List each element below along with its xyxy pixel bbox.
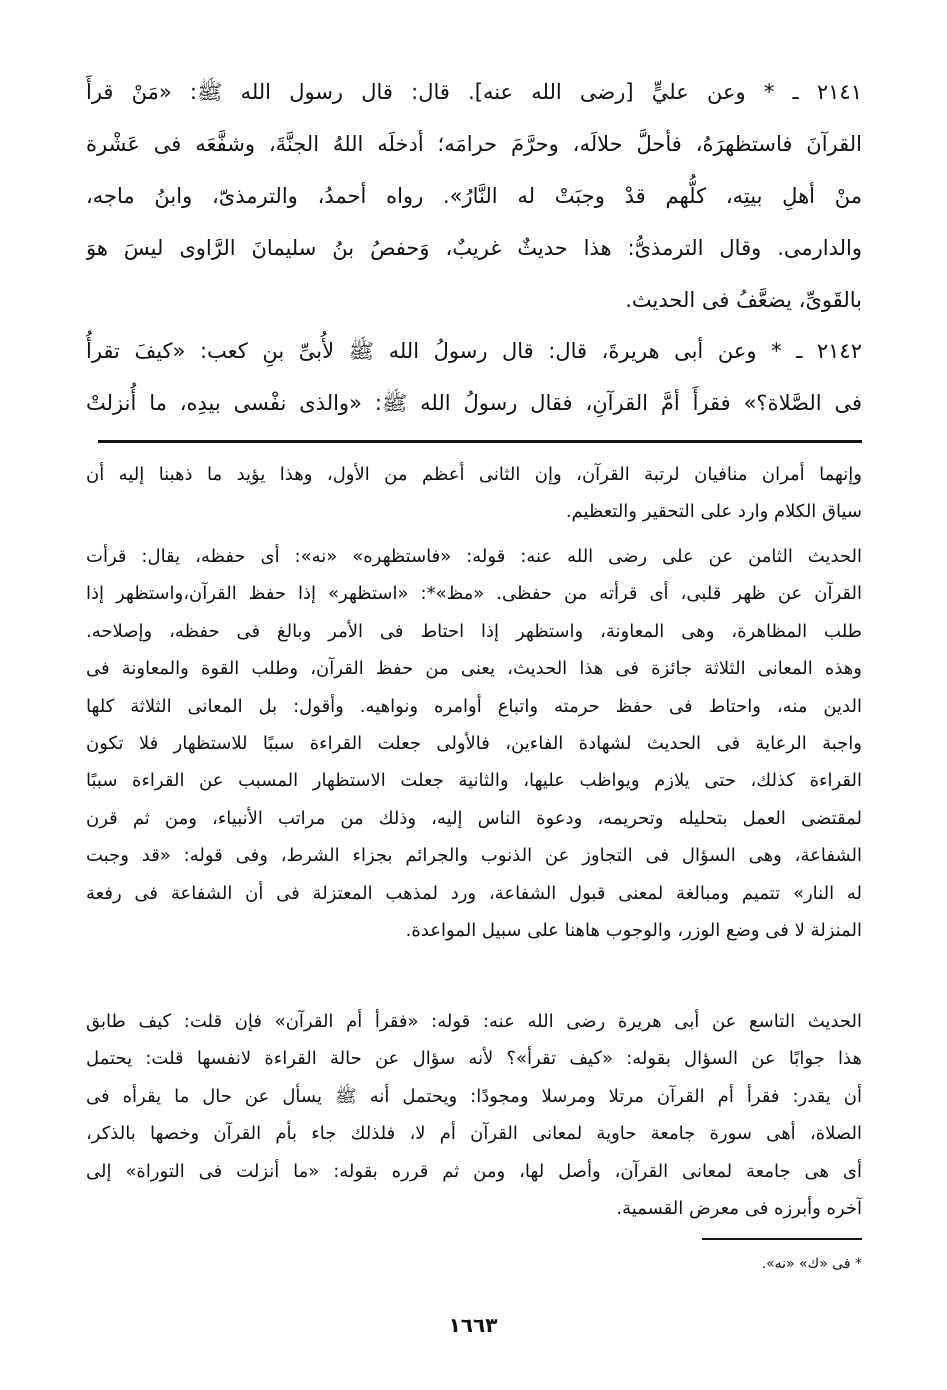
main-commentary-divider bbox=[98, 440, 862, 443]
commentary-continuation bbox=[86, 456, 862, 531]
text-line: القراءة كذلك، حتى يلازم ويواظب عليها، والثانية جعلت الاستظهار المسبب عن القراءة سببًا bbox=[86, 770, 862, 792]
text-line: الشفاعة، وهى السؤال فى التجاوز عن الذنوب والجرائم بجزاء الشرط، وفى قوله: «قد وجبت bbox=[86, 845, 862, 867]
text-line: الحديث الثامن عن على رضى الله عنه: قوله: «فاستظهره» «نه»: أى حفظه، يقال: قرأت bbox=[86, 546, 862, 567]
text-line: وهذه المعانى الثلاثة جائزة فى هذا الحديث، يعنى من حفظ القرآن، وطلب القوة والمعاونة فى bbox=[86, 658, 862, 680]
text-line: القرآنَ فاستظهرَهُ، فأحلَّ حلالَه، وحرَّمَ حرامَه؛ أدخلَه اللهُ الجنَّةَ، وشفَّعَه فى عَشْرة bbox=[86, 132, 862, 156]
text-line: الصلاة، أهى سورة جامعة حاوية لمعانى القرآن أم لا، فلذلك جاء بأم القرآن وخصها بالذكر، bbox=[86, 1123, 862, 1145]
text-line: وإنهما أمران منافيان لرتبة القرآن، وإن الثانى أعظم من الأول، وهذا يؤيد ما ذهبنا إليه أن bbox=[86, 464, 862, 485]
text-line: ٢١٤١ ـ * وعن عليٍّ [رضى الله عنه]. قال: قال رسول الله ﷺ: «مَنْ قرأَ bbox=[86, 80, 862, 104]
footnote-divider bbox=[702, 1238, 862, 1240]
text-line: هذا جوابًا عن السؤال بقوله: «كيف تقرأ»؟ لأنه سؤال عن حالة القراءة لانفسها قلت: يحتمل bbox=[86, 1048, 862, 1070]
text-line: آخره وأبرزه فى معرض القسمية. bbox=[616, 1197, 862, 1219]
text-line: واجبة الرعاية فى الحديث لشهادة الفاءين، فالأولى جعلت القراءة سببًا للاستظهار فلا تكون bbox=[86, 732, 862, 754]
text-line: فى الصَّلاة؟» فقرأَ أمَّ القرآنِ، فقال رسولُ الله ﷺ: «والذى نفْسى بيدِه، ما أُنزلتْ bbox=[86, 391, 862, 415]
text-line: الحديث التاسع عن أبى هريرة رضى الله عنه: قوله: «فقرأ أم القرآن» فإن قلت: كيف طابق bbox=[86, 1011, 862, 1032]
page-number: ١٦٦٣ bbox=[448, 1313, 498, 1337]
hadith-2142-text bbox=[86, 325, 862, 429]
text-line: سياق الكلام وارد على التحقير والتعظيم. bbox=[565, 501, 862, 523]
text-line: لمقتضى العمل بتحليله وتحريمه، ودعوة الناس إليه، وذلك من مراتب الأنبياء، ومن ثم قرن bbox=[86, 807, 862, 829]
text-line: الدين منه، واحتاط فى حفظ حرمته واتباع أوامره ونواهيه. وأقول: بل المعانى الثلاثة كلها bbox=[86, 695, 862, 717]
commentary-eighth-hadith bbox=[86, 538, 862, 949]
hadith-2141-text bbox=[86, 66, 862, 326]
text-line: له النار» تتميم ومبالغة لمعنى قبول الشفاعة، ورد لمذهب المعتزلة فى أن الشفاعة فى رفعة bbox=[86, 882, 862, 904]
text-line: المنزلة لا فى وضع الوزر، والوجوب هاهنا على سبيل المواعدة. bbox=[405, 919, 862, 941]
text-line: ٢١٤٢ ـ * وعن أبى هريرةَ، قال: قال رسولُ الله ﷺ لأُبىِّ بنِ كعب: «كيفَ تقرأُ bbox=[86, 339, 862, 363]
text-line: أن يقدر: فقرأ أم القرآن مرتلا ومرسلا ومجودًا: ويحتمل أنه ﷺ يسأل عن حال ما يقرأه فى bbox=[86, 1085, 862, 1107]
text-line: منْ أهلِ بيتِه، كلُّهم قدْ وجبَتْ له النَّارُ». رواه أحمدُ، والترمذىّ، وابنُ ماجه، bbox=[86, 184, 862, 208]
commentary-ninth-hadith bbox=[86, 1003, 862, 1227]
text-line: طلب المظاهرة، وهى المعاونة، واستظهر إذا احتاط فى الأمر وبالغ فى حفظه، وإصلاحه. bbox=[86, 620, 862, 642]
text-line: القرآن عن ظهر قلبى، أى قرأته من حفظى. «مظ»*: «استظهر» إذا حفظ القرآن،واستظهر إذا bbox=[86, 583, 862, 605]
footnote: * فى «ك» «نه». bbox=[761, 1256, 862, 1272]
text-line: أى هى جامعة لمعانى القرآن، وأصل لها، ومن ثم قرره بقوله: «ما أنزلت فى التوراة» إلى bbox=[86, 1160, 862, 1182]
text-line: والدارمى. وقال الترمذىُّ: هذا حديثٌ غريبٌ، وَحفصُ بنُ سليمانَ الرَّاوى ليسَ هوَ bbox=[86, 236, 862, 260]
text-line: بالقَوىِّ، يضعَّفُ فى الحديث. bbox=[625, 288, 862, 312]
